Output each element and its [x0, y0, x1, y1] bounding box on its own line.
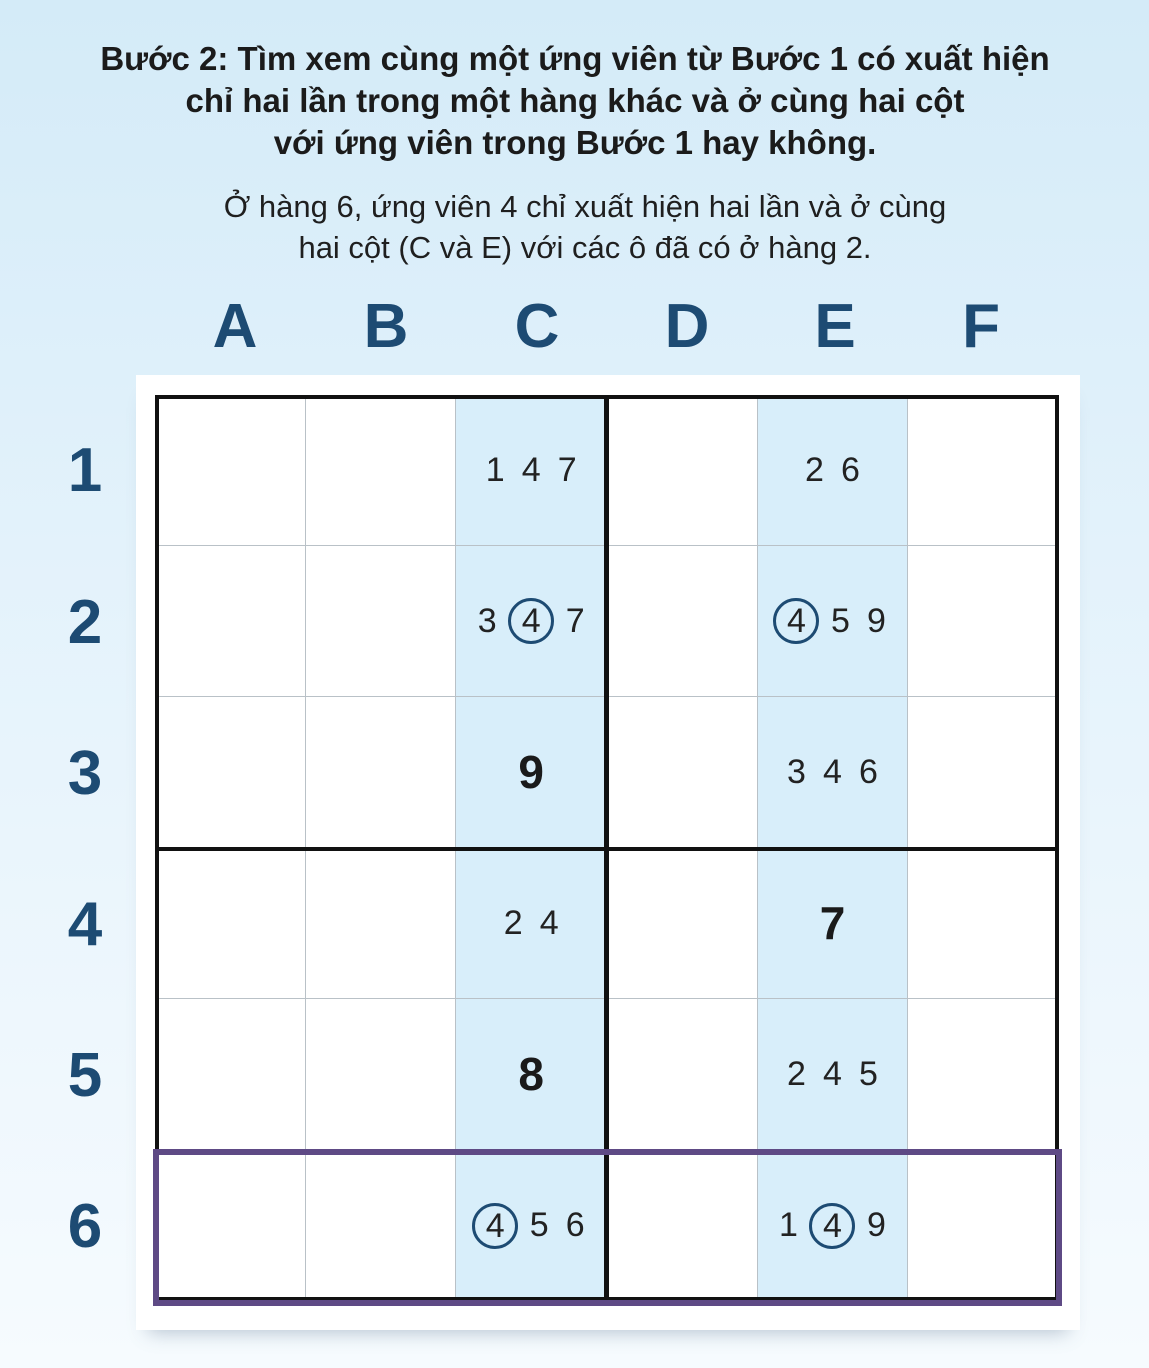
explanation-line-2: hai cột (C và E) với các ô đã có ở hàng 2. [298, 230, 872, 265]
step-heading-line-3: với ứng viên trong Bước 1 hay không. [273, 124, 877, 161]
cell-f1[interactable] [908, 395, 1059, 546]
cell-b4[interactable] [306, 848, 457, 999]
candidate: 4 [823, 1054, 842, 1093]
row-label-5: 5 [67, 1041, 103, 1110]
cell-b1[interactable] [306, 395, 457, 546]
candidate-list [773, 598, 891, 644]
cell-f3[interactable] [908, 697, 1059, 848]
column-label-f: F [962, 292, 1000, 361]
column-label-e: E [814, 292, 856, 361]
cell-b3[interactable] [306, 697, 457, 848]
candidate-list [781, 753, 883, 792]
candidate: 2 [805, 450, 824, 489]
cell-a2[interactable] [155, 546, 306, 697]
cell-c4[interactable] [456, 848, 607, 999]
cell-e6[interactable] [758, 1150, 909, 1301]
candidate: 2 [503, 903, 523, 942]
cell-a3[interactable] [155, 697, 306, 848]
cell-a6[interactable] [155, 1150, 306, 1301]
cell-c5[interactable] [456, 999, 607, 1150]
candidate: 7 [565, 601, 585, 640]
candidate: 5 [529, 1206, 549, 1244]
candidate: 1 [485, 450, 505, 489]
cell-d1[interactable] [607, 395, 758, 546]
cell-a5[interactable] [155, 999, 306, 1150]
cell-a4[interactable] [155, 848, 306, 999]
column-label-a: A [212, 292, 258, 361]
circled-candidate: 4 [773, 598, 819, 644]
cell-a1[interactable] [155, 395, 306, 546]
cell-f2[interactable] [908, 546, 1059, 697]
candidate: 1 [779, 1206, 798, 1244]
row-label-1: 1 [67, 436, 103, 505]
candidate: 6 [841, 450, 860, 489]
candidate: 4 [539, 903, 559, 942]
cell-f6[interactable] [908, 1150, 1059, 1301]
step-heading-line-2: chỉ hai lần trong một hàng khác và ở cùng hai cột [185, 82, 965, 119]
candidate: 4 [521, 450, 541, 489]
explanation-text [80, 186, 1090, 268]
cell-e3[interactable] [758, 697, 909, 848]
candidate-list [480, 451, 582, 490]
column-label-d: D [664, 292, 710, 361]
candidate-list [498, 904, 564, 943]
step-heading-line-1: Bước 2: Tìm xem cùng một ứng viên từ Bước 1 có xuất hiện [100, 40, 1050, 77]
column-label-b: B [363, 292, 409, 361]
candidate-list [773, 1203, 891, 1249]
candidate: 5 [831, 601, 850, 640]
candidate-list [472, 1203, 590, 1249]
cell-d5[interactable] [607, 999, 758, 1150]
candidate-list [472, 598, 590, 644]
cell-b2[interactable] [306, 546, 457, 697]
candidate: 9 [867, 1206, 886, 1244]
row-label-4: 4 [67, 890, 103, 959]
explanation-line-1: Ở hàng 6, ứng viên 4 chỉ xuất hiện hai lần và ở cùng [223, 189, 947, 224]
row-label-3: 3 [67, 739, 103, 808]
column-label-c: C [514, 292, 560, 361]
cell-e5[interactable] [758, 999, 909, 1150]
given-value: 8 [518, 1048, 544, 1100]
candidate: 4 [823, 752, 842, 791]
step-heading [60, 38, 1090, 164]
cell-d4[interactable] [607, 848, 758, 999]
cell-d6[interactable] [607, 1150, 758, 1301]
candidate: 5 [859, 1054, 878, 1093]
row-label-6: 6 [67, 1192, 103, 1261]
cell-c2[interactable] [456, 546, 607, 697]
circled-candidate: 4 [472, 1203, 518, 1249]
cell-f5[interactable] [908, 999, 1059, 1150]
candidate: 2 [787, 1054, 806, 1093]
cell-e1[interactable] [758, 395, 909, 546]
candidate: 9 [867, 601, 886, 640]
cell-f4[interactable] [908, 848, 1059, 999]
candidate: 6 [859, 752, 878, 791]
cell-b5[interactable] [306, 999, 457, 1150]
candidate: 6 [565, 1206, 585, 1244]
cell-d3[interactable] [607, 697, 758, 848]
cell-c3[interactable] [456, 697, 607, 848]
given-value: 7 [819, 897, 846, 949]
candidate: 7 [557, 450, 577, 489]
candidate: 3 [787, 752, 806, 791]
candidate: 3 [477, 601, 497, 640]
cell-d2[interactable] [607, 546, 758, 697]
cell-e2[interactable] [758, 546, 909, 697]
cell-b6[interactable] [306, 1150, 457, 1301]
circled-candidate: 4 [809, 1203, 855, 1249]
row-label-2: 2 [67, 588, 103, 657]
candidate-list [799, 451, 865, 490]
given-value: 9 [518, 746, 544, 798]
cell-c1[interactable] [456, 395, 607, 546]
circled-candidate: 4 [508, 598, 554, 644]
box-divider-horizontal [155, 847, 1059, 851]
candidate-list [781, 1055, 883, 1094]
cell-c6[interactable] [456, 1150, 607, 1301]
cell-e4[interactable] [758, 848, 909, 999]
